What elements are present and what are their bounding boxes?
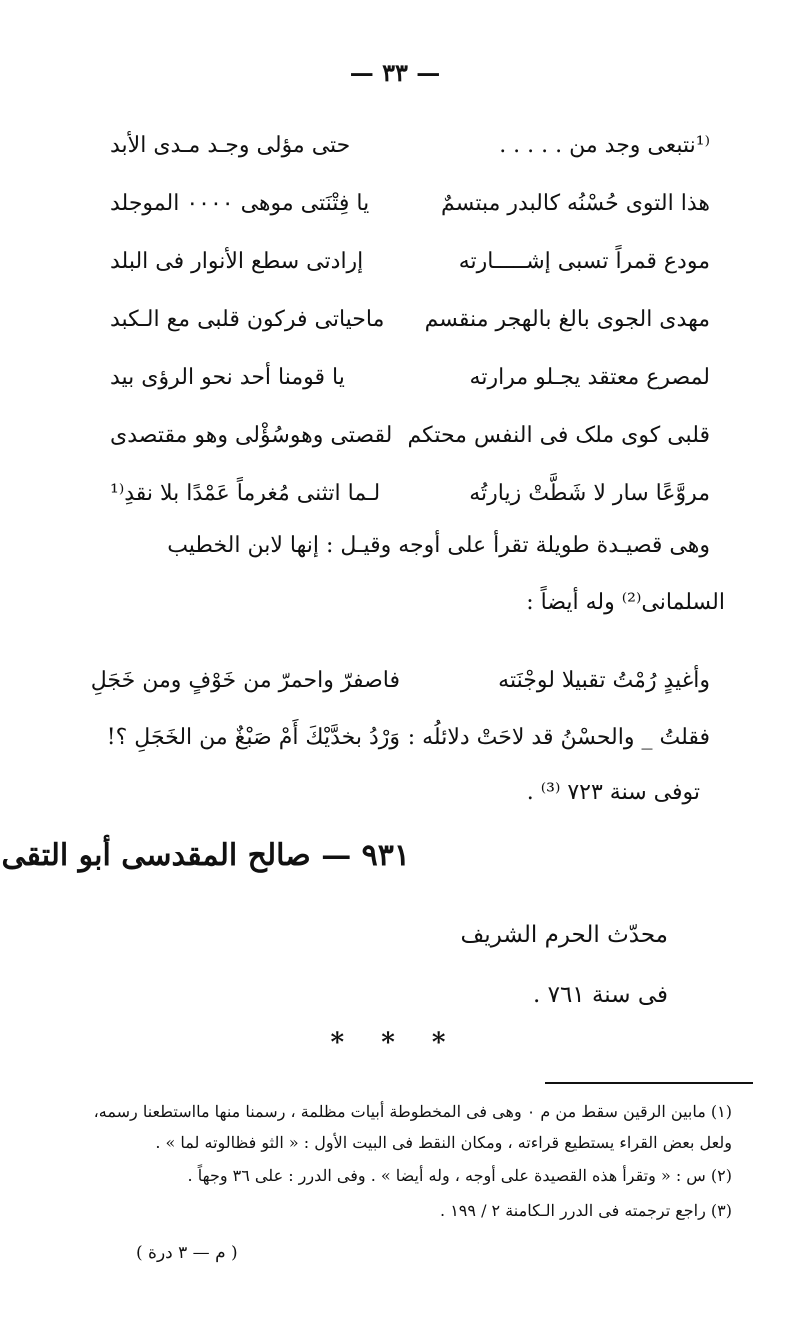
verse-second-hemistich: إرادتی سطع الأنوار فی البلد	[110, 248, 364, 274]
death-date-line: توفی سنة ٧٢٣ ⁽³⁾ .	[526, 780, 700, 805]
verse-first-hemistich: قلبی کوی ملک فی النفس محتکم	[407, 422, 710, 448]
verse-row	[110, 178, 710, 228]
verse-second-hemistich: یا قومنا أحد نحو الرؤی بید	[110, 364, 345, 390]
verse-second-hemistich: وَرْدُ بخدَّیْكَ أَمْ صَبْغٌ من الخَجَلِ ؟!	[106, 724, 400, 750]
verse-second-hemistich: ماحیاتی فرکون قلبی مع الـکبد	[110, 306, 385, 332]
verse-row	[106, 712, 710, 762]
section-separator: * * *	[330, 1028, 460, 1058]
footnote-line: ولعل بعض القراء یستطیع قراءته ، ومکان النقط فی البیت الأول : « الثو فظالوته لما » .	[155, 1133, 732, 1152]
verse-first-hemistich: هذا التوی حُسْنُه کالبدر مبتسمٌ	[441, 190, 710, 216]
verse-first-hemistich: لمصرع معتقد یجـلو مرارته	[469, 364, 710, 390]
signature-mark: ( م — ٣ درة )	[136, 1243, 238, 1263]
prose-line: وهی قصیـدة طویلة تقرأ علی أوجه وقیـل : إنها لابن الخطیب	[167, 533, 710, 558]
verse-row	[110, 120, 710, 170]
verse-second-hemistich: فاصفرّ واحمرّ من خَوْفٍ ومن خَجَلِ	[90, 667, 400, 693]
verse-second-hemistich: لقصتی وهوسُؤْلی وهو مقتصدی	[110, 422, 393, 448]
verse-first-hemistich: ⁽¹نتبعی وجد من . . . . .	[499, 132, 710, 158]
verse-row	[90, 655, 710, 705]
page-number: — ٣٣ —	[349, 58, 441, 87]
verse-first-hemistich: مروَّعًا سار لا شَطَّتْ زیارتُه	[469, 480, 710, 506]
verse-first-hemistich: وأغیدٍ رُمْتُ تقبیلا لوجْنَته	[498, 667, 710, 693]
footnote-divider	[545, 1082, 753, 1084]
verse-first-hemistich: مهدی الجوی بالغ بالهجر منقسم	[424, 306, 710, 332]
footnote-line: (٢) س : « وتقرأ هذه القصیدة علی أوجه ، وله أیضا » . وفی الدرر : علی ٣٦ وجهاً .	[187, 1166, 732, 1185]
verse-row	[110, 352, 710, 402]
verse-first-hemistich: فقلتُ _ والحسْنُ قد لاحَتْ دلائلُه :	[407, 724, 710, 750]
verse-second-hemistich: حتی مؤلی وجـد مـدی الأبد	[110, 132, 351, 158]
entry-heading: ٩٣١ — صالح المقدسی أبو التقی	[1, 838, 410, 873]
verse-first-hemistich: مودع قمراً تسبی إشـــــارته	[458, 248, 710, 274]
verse-row	[110, 236, 710, 286]
footnote-line: (١) مابین الرقین سقط من م ۰ وهی فی المخطوطة أبیات مظلمة ، رسمنا منها مااستطعنا رسمه،	[93, 1102, 732, 1121]
footnote-line: (٣) راجع ترجمته فی الدرر الـکامنة ٢ / ١٩٩ .	[440, 1201, 732, 1220]
verse-second-hemistich: لـما اتثنی مُغرماً عَمْدًا بلا نقدِ⁽¹	[110, 480, 381, 506]
verse-row	[110, 294, 710, 344]
verse-row	[110, 410, 710, 460]
prose-line: السلمانی⁽²⁾ وله أیضاً :	[526, 590, 725, 615]
verse-row	[110, 468, 710, 518]
verse-second-hemistich: یا فِتْنَتی موهی ۰۰۰۰ الموجلد	[110, 190, 370, 216]
entry-text-line: فی سنة ٧٦١ .	[532, 982, 668, 1008]
entry-text-line: محدّث الحرم الشریف	[460, 922, 668, 948]
